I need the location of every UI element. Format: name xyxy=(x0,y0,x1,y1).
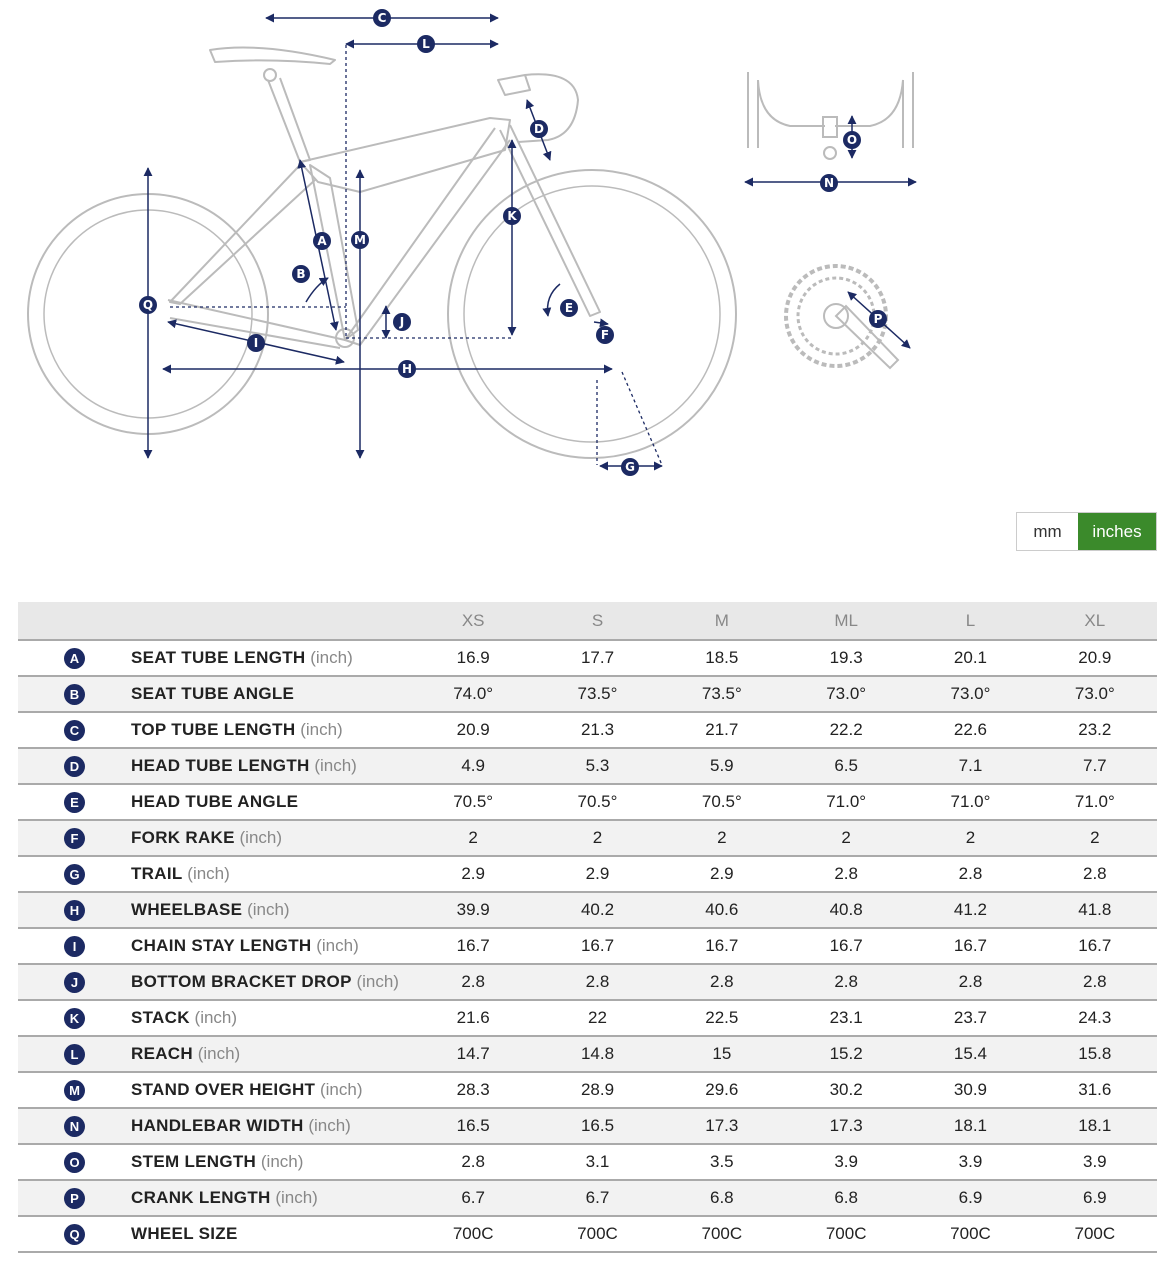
svg-text:M: M xyxy=(354,233,366,247)
value-cell: 5.3 xyxy=(535,748,659,784)
badge-B xyxy=(292,265,310,283)
measurement-unit: (inch) xyxy=(197,1044,241,1063)
value-cell: 2.8 xyxy=(411,1144,535,1180)
measurement-name: SEAT TUBE ANGLE xyxy=(131,684,295,703)
badge-M xyxy=(351,231,369,249)
badge-C xyxy=(373,9,391,27)
value-cell: 700C xyxy=(535,1216,659,1252)
table-row xyxy=(18,748,1157,784)
value-cell: 31.6 xyxy=(1033,1072,1157,1108)
table-row xyxy=(18,1144,1157,1180)
row-letter-cell xyxy=(18,784,131,820)
svg-text:J: J xyxy=(399,315,405,329)
value-cell: 39.9 xyxy=(411,892,535,928)
row-letter-cell xyxy=(18,1000,131,1036)
value-cell: 24.3 xyxy=(1033,1000,1157,1036)
value-cell: 41.2 xyxy=(908,892,1032,928)
diagram-badges xyxy=(139,9,887,476)
value-cell: 2 xyxy=(411,820,535,856)
handlebar-inset xyxy=(748,72,913,159)
letter-badge: H xyxy=(64,900,85,921)
letter-badge: Q xyxy=(64,1224,85,1245)
value-cell: 6.8 xyxy=(784,1180,908,1216)
value-cell: 15 xyxy=(660,1036,784,1072)
measurement-name: CHAIN STAY LENGTH xyxy=(131,936,312,955)
value-cell: 23.1 xyxy=(784,1000,908,1036)
value-cell: 14.8 xyxy=(535,1036,659,1072)
bike-frame xyxy=(168,48,600,348)
value-cell: 7.1 xyxy=(908,748,1032,784)
value-cell: 2.8 xyxy=(1033,964,1157,1000)
svg-text:I: I xyxy=(253,336,259,350)
value-cell: 40.6 xyxy=(660,892,784,928)
measurement-name: BOTTOM BRACKET DROP xyxy=(131,972,352,991)
svg-text:K: K xyxy=(507,209,517,223)
letter-badge: P xyxy=(64,1188,85,1209)
guide-lines xyxy=(170,45,662,465)
value-cell: 17.3 xyxy=(784,1108,908,1144)
letter-badge: A xyxy=(64,648,85,669)
measurement-name-cell xyxy=(131,1036,411,1072)
row-letter-cell xyxy=(18,748,131,784)
value-cell: 18.5 xyxy=(660,640,784,676)
measurement-name: STACK xyxy=(131,1008,190,1027)
value-cell: 41.8 xyxy=(1033,892,1157,928)
value-cell: 29.6 xyxy=(660,1072,784,1108)
unit-toggle xyxy=(1016,512,1157,551)
badge-A xyxy=(313,232,331,250)
svg-text:Q: Q xyxy=(142,298,154,312)
measurement-name-cell xyxy=(131,1000,411,1036)
bike-geometry-diagram xyxy=(0,0,1174,500)
value-cell: 74.0° xyxy=(411,676,535,712)
svg-text:F: F xyxy=(600,328,610,342)
measurement-name-cell xyxy=(131,1216,411,1252)
row-letter-cell xyxy=(18,676,131,712)
value-cell: 2 xyxy=(535,820,659,856)
svg-text:A: A xyxy=(317,234,327,248)
table-row xyxy=(18,1000,1157,1036)
value-cell: 2.8 xyxy=(411,964,535,1000)
value-cell: 15.2 xyxy=(784,1036,908,1072)
value-cell: 23.2 xyxy=(1033,712,1157,748)
header-size: XL xyxy=(1033,602,1157,640)
row-letter-cell xyxy=(18,856,131,892)
header-size: M xyxy=(660,602,784,640)
value-cell: 2.8 xyxy=(660,964,784,1000)
measurement-name-cell xyxy=(131,640,411,676)
letter-badge: D xyxy=(64,756,85,777)
svg-text:L: L xyxy=(422,37,430,51)
unit-mm-button[interactable]: mm xyxy=(1017,513,1078,550)
value-cell: 20.9 xyxy=(1033,640,1157,676)
value-cell: 16.7 xyxy=(908,928,1032,964)
value-cell: 700C xyxy=(660,1216,784,1252)
measurement-name: FORK RAKE xyxy=(131,828,235,847)
measurement-name-cell xyxy=(131,892,411,928)
header-letter xyxy=(18,602,131,640)
measurement-name: TRAIL xyxy=(131,864,183,883)
measurement-unit: (inch) xyxy=(239,828,283,847)
value-cell: 23.7 xyxy=(908,1000,1032,1036)
measurement-name: HEAD TUBE LENGTH xyxy=(131,756,310,775)
unit-inches-button[interactable]: inches xyxy=(1078,513,1156,550)
badge-K xyxy=(503,207,521,225)
value-cell: 16.7 xyxy=(784,928,908,964)
table-row xyxy=(18,784,1157,820)
svg-text:G: G xyxy=(625,460,635,474)
measurement-unit: (inch) xyxy=(356,972,399,991)
table-row xyxy=(18,892,1157,928)
table-row xyxy=(18,964,1157,1000)
measurement-unit: (inch) xyxy=(187,864,230,883)
value-cell: 16.5 xyxy=(535,1108,659,1144)
measurement-name: HEAD TUBE ANGLE xyxy=(131,792,299,811)
measurement-unit: (inch) xyxy=(310,648,353,667)
value-cell: 16.7 xyxy=(535,928,659,964)
value-cell: 40.2 xyxy=(535,892,659,928)
row-letter-cell xyxy=(18,928,131,964)
value-cell: 17.3 xyxy=(660,1108,784,1144)
value-cell: 7.7 xyxy=(1033,748,1157,784)
svg-text:H: H xyxy=(401,362,413,376)
value-cell: 21.3 xyxy=(535,712,659,748)
header-size: L xyxy=(908,602,1032,640)
badge-G xyxy=(621,458,639,476)
svg-text:C: C xyxy=(377,11,387,25)
value-cell: 16.7 xyxy=(1033,928,1157,964)
value-cell: 70.5° xyxy=(535,784,659,820)
value-cell: 16.7 xyxy=(660,928,784,964)
letter-badge: E xyxy=(64,792,85,813)
value-cell: 19.3 xyxy=(784,640,908,676)
measurement-name-cell xyxy=(131,784,411,820)
measurement-name-cell xyxy=(131,1108,411,1144)
letter-badge: G xyxy=(64,864,85,885)
badge-L xyxy=(417,35,435,53)
badge-H xyxy=(398,360,416,378)
measurement-unit: (inch) xyxy=(247,900,290,919)
measurement-unit: (inch) xyxy=(308,1116,351,1135)
row-letter-cell xyxy=(18,1036,131,1072)
value-cell: 28.3 xyxy=(411,1072,535,1108)
row-letter-cell xyxy=(18,1180,131,1216)
letter-badge: I xyxy=(64,936,85,957)
header-size: ML xyxy=(784,602,908,640)
value-cell: 22.2 xyxy=(784,712,908,748)
header-size: XS xyxy=(411,602,535,640)
value-cell: 6.9 xyxy=(908,1180,1032,1216)
row-letter-cell xyxy=(18,1144,131,1180)
value-cell: 3.9 xyxy=(908,1144,1032,1180)
value-cell: 21.7 xyxy=(660,712,784,748)
letter-badge: F xyxy=(64,828,85,849)
measurement-name-cell xyxy=(131,712,411,748)
value-cell: 2.8 xyxy=(1033,856,1157,892)
value-cell: 71.0° xyxy=(908,784,1032,820)
measurement-name-cell xyxy=(131,1144,411,1180)
measurement-unit: (inch) xyxy=(316,936,359,955)
value-cell: 2.9 xyxy=(660,856,784,892)
measurement-name: SEAT TUBE LENGTH xyxy=(131,648,306,667)
value-cell: 73.5° xyxy=(535,676,659,712)
value-cell: 22.6 xyxy=(908,712,1032,748)
letter-badge: N xyxy=(64,1116,85,1137)
dimension-arrows xyxy=(148,18,662,466)
value-cell: 3.9 xyxy=(784,1144,908,1180)
value-cell: 2.9 xyxy=(535,856,659,892)
badge-Q xyxy=(139,296,157,314)
table-row xyxy=(18,1072,1157,1108)
value-cell: 3.5 xyxy=(660,1144,784,1180)
measurement-name: WHEELBASE xyxy=(131,900,243,919)
value-cell: 17.7 xyxy=(535,640,659,676)
value-cell: 700C xyxy=(784,1216,908,1252)
measurement-name-cell xyxy=(131,820,411,856)
measurement-name: REACH xyxy=(131,1044,193,1063)
letter-badge: C xyxy=(64,720,85,741)
value-cell: 6.8 xyxy=(660,1180,784,1216)
measurement-name-cell xyxy=(131,1072,411,1108)
value-cell: 6.7 xyxy=(411,1180,535,1216)
badge-P xyxy=(869,310,887,328)
letter-badge: J xyxy=(64,972,85,993)
badge-D xyxy=(530,120,548,138)
measurement-name: HANDLEBAR WIDTH xyxy=(131,1116,304,1135)
badge-E xyxy=(560,299,578,317)
value-cell: 21.6 xyxy=(411,1000,535,1036)
table-row xyxy=(18,712,1157,748)
value-cell: 5.9 xyxy=(660,748,784,784)
value-cell: 30.9 xyxy=(908,1072,1032,1108)
badge-J xyxy=(393,313,411,331)
value-cell: 2.8 xyxy=(784,964,908,1000)
value-cell: 2.8 xyxy=(784,856,908,892)
value-cell: 2 xyxy=(784,820,908,856)
measurement-name-cell xyxy=(131,676,411,712)
value-cell: 2.8 xyxy=(535,964,659,1000)
svg-text:O: O xyxy=(846,133,858,147)
geometry-table xyxy=(18,602,1157,1253)
letter-badge: B xyxy=(64,684,85,705)
measurement-unit: (inch) xyxy=(314,756,357,775)
value-cell: 2.8 xyxy=(908,964,1032,1000)
value-cell: 2.9 xyxy=(411,856,535,892)
value-cell: 2 xyxy=(908,820,1032,856)
table-row xyxy=(18,856,1157,892)
measurement-name: STEM LENGTH xyxy=(131,1152,257,1171)
value-cell: 3.1 xyxy=(535,1144,659,1180)
table-row xyxy=(18,1036,1157,1072)
value-cell: 15.8 xyxy=(1033,1036,1157,1072)
table-row xyxy=(18,1108,1157,1144)
measurement-unit: (inch) xyxy=(300,720,343,739)
svg-text:D: D xyxy=(534,122,544,136)
table-row xyxy=(18,640,1157,676)
value-cell: 70.5° xyxy=(411,784,535,820)
table-row xyxy=(18,928,1157,964)
value-cell: 73.0° xyxy=(784,676,908,712)
header-size: S xyxy=(535,602,659,640)
value-cell: 70.5° xyxy=(660,784,784,820)
value-cell: 700C xyxy=(1033,1216,1157,1252)
value-cell: 22 xyxy=(535,1000,659,1036)
value-cell: 18.1 xyxy=(1033,1108,1157,1144)
measurement-name-cell xyxy=(131,856,411,892)
letter-badge: K xyxy=(64,1008,85,1029)
svg-text:P: P xyxy=(873,312,883,326)
measurement-name: STAND OVER HEIGHT xyxy=(131,1080,316,1099)
table-row xyxy=(18,1180,1157,1216)
value-cell: 2 xyxy=(660,820,784,856)
value-cell: 71.0° xyxy=(1033,784,1157,820)
letter-badge: L xyxy=(64,1044,85,1065)
table-row xyxy=(18,820,1157,856)
value-cell: 16.9 xyxy=(411,640,535,676)
header-measurement xyxy=(131,602,411,640)
row-letter-cell xyxy=(18,712,131,748)
measurement-name: WHEEL SIZE xyxy=(131,1224,238,1243)
table-row xyxy=(18,676,1157,712)
value-cell: 700C xyxy=(908,1216,1032,1252)
value-cell: 14.7 xyxy=(411,1036,535,1072)
value-cell: 40.8 xyxy=(784,892,908,928)
value-cell: 73.5° xyxy=(660,676,784,712)
value-cell: 16.5 xyxy=(411,1108,535,1144)
value-cell: 30.2 xyxy=(784,1072,908,1108)
badge-N xyxy=(820,174,838,192)
svg-text:N: N xyxy=(823,176,835,190)
row-letter-cell xyxy=(18,820,131,856)
value-cell: 4.9 xyxy=(411,748,535,784)
measurement-name: CRANK LENGTH xyxy=(131,1188,271,1207)
svg-text:B: B xyxy=(296,267,306,281)
measurement-name-cell xyxy=(131,964,411,1000)
value-cell: 73.0° xyxy=(1033,676,1157,712)
measurement-name-cell xyxy=(131,928,411,964)
value-cell: 71.0° xyxy=(784,784,908,820)
value-cell: 22.5 xyxy=(660,1000,784,1036)
measurement-unit: (inch) xyxy=(260,1152,304,1171)
row-letter-cell xyxy=(18,1072,131,1108)
table-row xyxy=(18,1216,1157,1252)
value-cell: 6.7 xyxy=(535,1180,659,1216)
row-letter-cell xyxy=(18,640,131,676)
value-cell: 3.9 xyxy=(1033,1144,1157,1180)
table-header-row xyxy=(18,602,1157,640)
row-letter-cell xyxy=(18,1108,131,1144)
value-cell: 15.4 xyxy=(908,1036,1032,1072)
measurement-name-cell xyxy=(131,748,411,784)
value-cell: 6.9 xyxy=(1033,1180,1157,1216)
measurement-unit: (inch) xyxy=(319,1080,363,1099)
value-cell: 28.9 xyxy=(535,1072,659,1108)
row-letter-cell xyxy=(18,892,131,928)
measurement-name-cell xyxy=(131,1180,411,1216)
value-cell: 2.8 xyxy=(908,856,1032,892)
measurement-unit: (inch) xyxy=(194,1008,238,1027)
value-cell: 6.5 xyxy=(784,748,908,784)
value-cell: 2 xyxy=(1033,820,1157,856)
row-letter-cell xyxy=(18,1216,131,1252)
measurement-name: TOP TUBE LENGTH xyxy=(131,720,296,739)
value-cell: 20.1 xyxy=(908,640,1032,676)
badge-F xyxy=(596,326,614,344)
value-cell: 20.9 xyxy=(411,712,535,748)
measurement-unit: (inch) xyxy=(275,1188,318,1207)
badge-I xyxy=(247,334,265,352)
value-cell: 700C xyxy=(411,1216,535,1252)
svg-text:E: E xyxy=(564,301,574,315)
badge-O xyxy=(843,131,861,149)
value-cell: 18.1 xyxy=(908,1108,1032,1144)
letter-badge: O xyxy=(64,1152,85,1173)
value-cell: 16.7 xyxy=(411,928,535,964)
letter-badge: M xyxy=(64,1080,85,1101)
value-cell: 73.0° xyxy=(908,676,1032,712)
front-wheel xyxy=(448,170,736,458)
row-letter-cell xyxy=(18,964,131,1000)
